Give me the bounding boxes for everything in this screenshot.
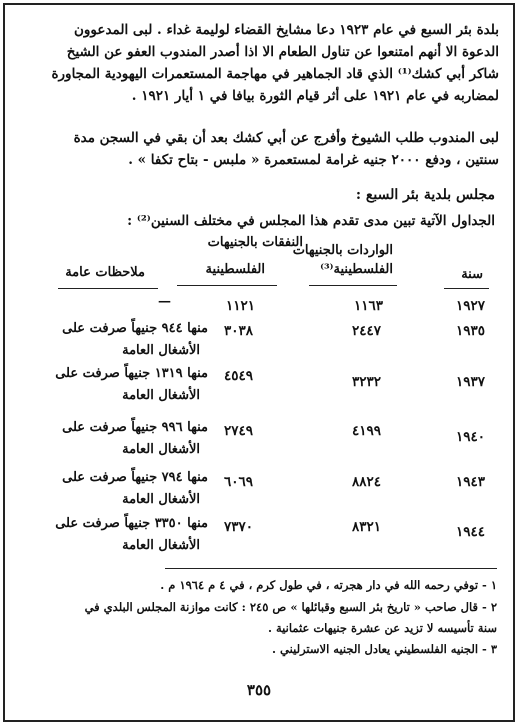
expense-currency-header: الفلسطينية	[205, 262, 265, 277]
year-cell: ١٩٣٧	[455, 374, 485, 390]
remarks-header: ملاحظات عامة	[65, 265, 145, 280]
page-number: ٣٥٥	[246, 681, 272, 699]
footnote-3: ٣ - الجنيه الفلسطيني يعادل الجنيه الاسترليني .	[272, 642, 497, 656]
revenue-cell: ٤١٩٩	[351, 423, 381, 439]
remarks-cell: منها ٣٣٥٠ جنيهاً صرفت على الأشغال العامة	[55, 516, 208, 553]
header-underline	[58, 288, 158, 289]
header-underline	[309, 285, 397, 286]
paragraph-line: شاكر أبي كشك⁽¹⁾ الذي قاد الجماهير في مهاجمة المستعمرات اليهودية المجاورة	[51, 66, 499, 82]
remarks-cell: منها ٩٤٤ جنيهاً صرفت على الأشغال العامة	[62, 321, 208, 358]
year-cell: ١٩٣٥	[455, 323, 485, 339]
expense-cell: ١١٢١	[225, 298, 255, 314]
revenue-cell: ١١٦٣	[353, 298, 383, 314]
year-cell: ١٩٤٤	[455, 524, 485, 540]
remarks-cell: منها ١٣١٩ جنيهاً صرفت على الأشغال العامة	[55, 366, 208, 403]
revenue-currency-header: الفلسطينية⁽³⁾	[320, 262, 393, 277]
footnote-divider	[165, 568, 497, 569]
paragraph-line: لمضاربه في عام ١٩٢١ على أثر قيام الثورة بيافا في ١ أيار ١٩٢١ .	[131, 88, 499, 104]
paragraph-line: سنتين ، ودفع ٢٠٠٠ جنيه غرامة لمستعمرة « ملبس - بتاح تكفا » .	[128, 152, 499, 168]
revenue-cell: ٨٣٢١	[351, 519, 381, 535]
revenue-cell: ٣٢٣٢	[351, 374, 381, 390]
expense-cell: ٧٣٧٠	[223, 519, 253, 535]
year-cell: ١٩٢٧	[455, 298, 485, 314]
revenue-header: الواردات بالجنيهات	[292, 243, 393, 258]
year-cell: ١٩٤٠	[455, 429, 485, 445]
revenue-cell: ٢٤٤٧	[351, 323, 381, 339]
footnote-1: ١ - توفي رحمه الله في دار هجرته ، في طول كرم ، في ٤ م ١٩٦٤ م .	[160, 578, 497, 592]
header-underline	[177, 285, 277, 286]
year-header: سنة	[461, 267, 483, 282]
header-underline	[444, 288, 489, 289]
year-cell: ١٩٤٣	[455, 474, 485, 490]
paragraph-1	[31, 19, 499, 107]
remarks-cell: —	[158, 294, 171, 309]
expense-header: النفقات بالجنيهات	[207, 235, 303, 250]
paragraph-line: بلدة بئر السبع في عام ١٩٢٣ دعا مشايخ القضاء لوليمة غداء . لبى المدعوون	[73, 22, 499, 38]
paragraph-line: لبى المندوب طلب الشيوخ وأفرج عن أبي كشك بعد أن بقي في السجن مدة	[73, 130, 499, 146]
paragraph-line: الدعوة الا أنهم امتنعوا عن تناول الطعام الا اذا أصدر المندوب العفو عن الشيخ	[66, 44, 499, 60]
expense-cell: ٢٧٤٩	[223, 423, 253, 439]
footnote-2: ٢ - قال صاحب « تاريخ بئر السبع وقبائلها » ص ٢٤٥ : كانت موازنة المجلس البلدي في	[84, 600, 497, 614]
paragraph-2	[31, 127, 499, 171]
remarks-cell: منها ٩٩٦ جنيهاً صرفت على الأشغال العامة	[62, 420, 208, 457]
footnote-2-continued: سنة تأسيسه لا تزيد عن عشرة جنيهات عثمانية .	[268, 621, 497, 635]
section-title: مجلس بلدية بئر السبع :	[355, 187, 495, 203]
table-intro: الجداول الآتية تبين مدى تقدم هذا المجلس في مختلف السنين⁽²⁾ :	[127, 213, 495, 229]
expense-cell: ٣٠٣٨	[223, 323, 253, 339]
expense-cell: ٤٥٤٩	[223, 368, 253, 384]
expense-cell: ٦٠٦٩	[223, 474, 253, 490]
revenue-cell: ٨٨٢٤	[351, 474, 381, 490]
remarks-cell: منها ٧٩٤ جنيهاً صرفت على الأشغال العامة	[62, 470, 208, 507]
document-page	[3, 3, 515, 722]
